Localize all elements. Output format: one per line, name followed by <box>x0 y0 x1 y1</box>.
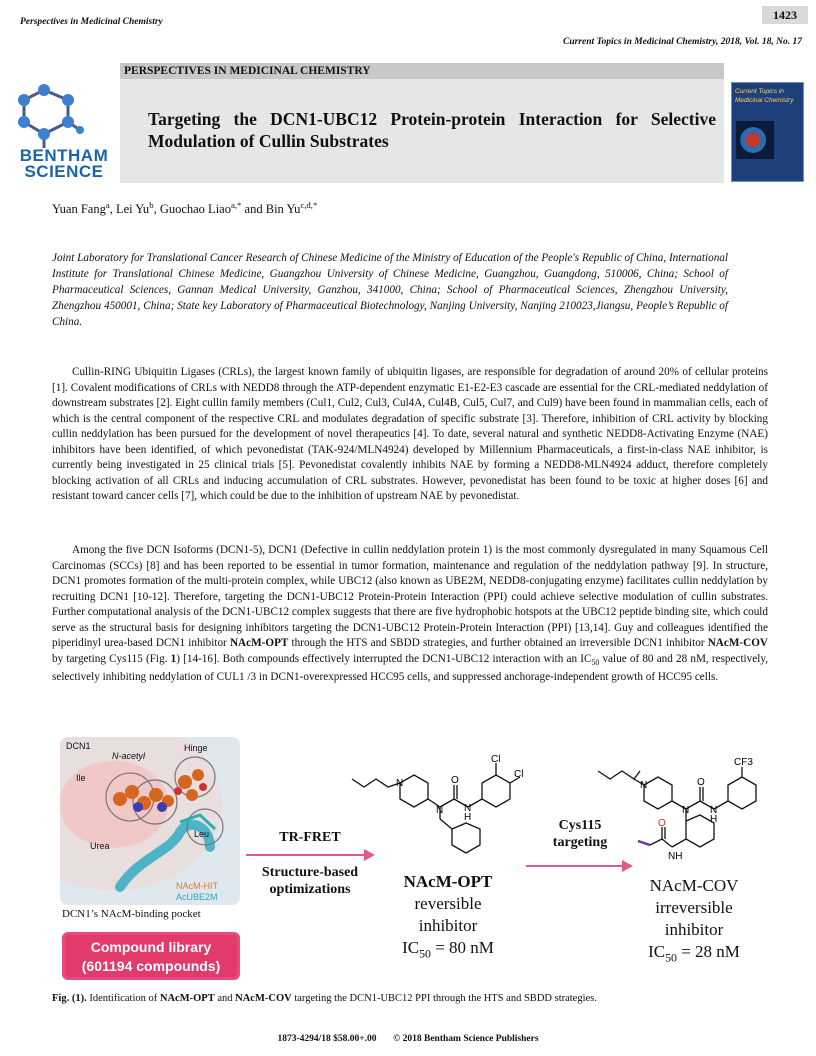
atom-n: N <box>640 780 648 791</box>
author-sup: a,* <box>230 200 242 210</box>
opt-inhibitor: inhibitor <box>418 916 478 935</box>
author-name: Guochao Liao <box>159 202 231 217</box>
protein-structure-illustration <box>60 737 240 905</box>
opt-ic50: $IC_{50} = 80$ nM <box>402 938 494 961</box>
page-number: 1423 <box>762 6 808 24</box>
paragraph-text: value of 80 and 28 nM, respectively, selectively inhibiting neddylation of CUL1 /3 in DCN1-overexpressed HCC95 cells, and suppressed anchorage-independent growth of HCC95 cells. <box>52 652 768 684</box>
label-tr-fret: TR-FRET <box>279 830 341 845</box>
body-paragraph-1: Cullin-RING Ubiquitin Ligases (CRLs), the largest known family of ubiquitin ligases, are responsible for degradation of around 20% of cellular proteins [1]. Covalent modifications of CRLs with NEDD8 through the ATP-dependent enzymatic E1-E2-E3 cascade are essential for the CRL-mediated neddylation of downstream substrates [2]. Eight cullin family members (Cul1, Cul2, Cul3, Cul4A, Cul4B, Cul5, Cul7, and Cul9) have been found in mammalian cells, each of which is the central component of the respective CRL and modulates degradation of specific substrate [3]. Therefore, inhibition of CRL activity by blocking cullin neddylation has been pursued for the development of novel therapeutics [4]. To date, several natural and synthetic NEDD8-Activating Enzyme (NAE) inhibitors have been identified, of which pevonedistat (TAK-924/MLN4924) developed by Millennium Pharmaceuticals, a first-in-class NAE inhibitor, is currently being investigated in 25 clinical trials [5]. Pevonedistat covalently inhibits NAE by forming a NEDD8-MLN4924 adduct, therefore completely blocking activation of all CRLs and inducing accumulation of CRL substrates. However, pevonedistat has been found to be toxic at higher doses [6] and resistant toward cancer cells [7], which could be due to the inhibition of upstream NAE by pevonedistat. <box>52 366 768 502</box>
author-name: Bin Yu <box>265 202 301 217</box>
journal-cover-thumbnail <box>731 82 804 182</box>
author-sup: c,d,* <box>300 200 318 210</box>
label-acube2m: AcUBE2M <box>176 892 218 902</box>
label-nacetyl: N-acetyl <box>112 751 146 761</box>
paragraph-text: ) [14-16]. Both compounds effectively interrupted the DCN1-UBC12 interaction with an IC <box>176 652 592 665</box>
label-leu: Leu <box>194 829 210 839</box>
publisher-logo-text: BENTHAM SCIENCE <box>19 146 109 181</box>
caption-opt: NAcM-OPT <box>159 993 215 1004</box>
cov-compound-block <box>628 875 760 968</box>
atom-h: H <box>710 814 718 825</box>
journal-section-header: Perspectives in Medicinal Chemistry <box>20 17 163 27</box>
caption-cov: NAcM-COV <box>235 993 292 1004</box>
atom-o: O <box>451 775 459 786</box>
issn: 1873-4294/18 $58.00+.00 <box>277 1034 377 1044</box>
label-urea: Urea <box>90 841 110 851</box>
opt-compound-block <box>388 871 508 964</box>
figure-1 <box>52 735 768 985</box>
label-nacm-hit: NAcM-HIT <box>176 881 218 891</box>
article-title: Targeting the DCN1-UBC12 Protein-protein Interaction for Selective Modulation of Cullin Substrates <box>148 109 716 151</box>
opt-name: NAcM-OPT <box>403 872 493 891</box>
atom-n: N <box>682 805 690 816</box>
paragraph-text: Among the five DCN Isoforms (DCN1-5), DCN1 (Defective in cullin neddylation protein 1) is the most commonly dysregulated in many Squamous Cell Carcinomas (SCCs) [8] and has been reported to be essential in tumor formation, maintenance and regulation of the neddylation pathway [9]. In structure, DCN1 promotes formation of the multi-protein complex, while UBC12 (also known as UBE2M, NEDD8-conjugating enzyme) facilitates cullin neddylation by recruiting DCN1 [10-12]. Therefore, targeting the DCN1-UBC12 Protein-Protein Interaction (PPI) could achieve selective modulation of cullin substrates. Further computational analysis of the DCN1-UBC12 complex suggests that there are five hydrophobic hotspots at the UBC12 peptide binding site, which could serve as the structural basis for designing inhibitors targeting the DCN1-UBC12 Protein-Protein Interaction (PPI) [13,14]. Guy and colleagues identified the piperidinyl urea-based DCN1 inhibitor <box>52 544 768 649</box>
body-paragraph-2: Among the five DCN Isoforms (DCN1-5), DCN1 (Defective in cullin neddylation protein 1) is the most commonly dysregulated in many Squamous Cell Carcinomas (SCCs) [8] and has been reported to be essential in tumor formation, maintenance and regulation of the neddylation pathway [9]. In structure, DCN1 promotes formation of the multi-protein complex, while UBC12 (also known as UBE2M, NEDD8-conjugating enzyme) facilitates cullin neddylation by recruiting DCN1 [10-12]. Therefore, targeting the DCN1-UBC12 Protein-Protein Interaction (PPI) could achieve selective modulation of cullin substrates. Further computational analysis of the DCN1-UBC12 complex suggests that there are five hydrophobic hotspots at the UBC12 peptide binding site, which could serve as the structural basis for designing inhibitors targeting the DCN1-UBC12 Protein-Protein Interaction (PPI) [13,14]. Guy and colleagues identified the piperidinyl urea-based DCN1 inhibitor NAcM-OPT through the HTS and SBDD strategies, and further obtained an irreversible DCN1 inhibitor NAcM-COV by targeting Cys115 (Fig. 1) [14-16]. Both compounds effectively interrupted the DCN1-UBC12 interaction with an $IC_{50}$ value of 80 and 28 nM, respectively, selectively inhibiting neddylation of CUL1 /3 in DCN1-overexpressed HCC95 cells, and suppressed anchorage-independent growth of HCC95 cells. <box>52 544 768 684</box>
cov-inhibitor: inhibitor <box>664 920 724 939</box>
copyright: © 2018 Bentham Science Publishers <box>393 1034 539 1044</box>
compound-name-cov: NAcM-COV <box>707 637 768 649</box>
atom-n: N <box>436 805 444 816</box>
pocket-caption: DCN1’s NAcM-binding pocket <box>62 908 201 920</box>
author-sup: b <box>149 200 154 210</box>
atom-cl: Cl <box>491 754 501 765</box>
cys115-line-2: targeting <box>552 835 608 850</box>
library-line-2: (601194 compounds) <box>81 958 221 974</box>
author-sup: a <box>105 200 110 210</box>
cover-title: Current Topics in Medicinal Chemistry <box>735 88 794 104</box>
cov-ic50-value: = 28 nM <box>681 942 740 961</box>
affiliations: Joint Laboratory for Translational Cancer Research of Chinese Medicine of the Ministry of Education of the People's Republic of China, International Institute for Translational Chinese Medicine, Guangzhou University of Chinese Medicine, Guangzhou, Guangdong, 510006, China; School of Pharmaceutical Sciences, Gannan Medical University, Ganzhou, 341000, China; School of Pharmaceutical Sciences, Zhengzhou University, Zhengzhou 450001, China; State key Laboratory of Pharmaceutical Biotechnology, Nanjing University, Nanjing 210023,Jiangsu, People’s Republic of China. <box>52 252 728 328</box>
paragraph-text: by targeting Cys115 (Fig. <box>52 652 171 665</box>
opt-type: reversible <box>414 894 482 913</box>
cover-molecule-image <box>736 121 774 159</box>
cys115-line-1: Cys115 <box>558 818 602 833</box>
atom-n: N <box>710 805 718 816</box>
cov-name: NAcM-COV <box>649 876 739 895</box>
nacm-opt-structure <box>344 753 524 873</box>
opt-ic50-value: = 80 nM <box>435 938 494 957</box>
page-footer <box>0 1034 816 1044</box>
author-name: Yuan Fang <box>52 202 106 217</box>
author-list: Yuan Fang$^a$, Lei Yu$^b$, Guochao Liao$^{a,*}$ and Bin $Yu^{c,d,*}$ <box>52 200 318 217</box>
atom-cl: Cl <box>514 769 524 780</box>
atom-n: N <box>464 803 472 814</box>
nacm-cov-structure <box>592 753 768 873</box>
atom-h: H <box>464 812 472 823</box>
label-dcn1: DCN1 <box>66 741 91 751</box>
title-box <box>120 79 724 183</box>
atom-o: O <box>658 818 666 829</box>
compound-library-box <box>62 932 240 980</box>
compound-name-opt: NAcM-OPT <box>229 637 289 649</box>
label-hinge: Hinge <box>184 743 208 753</box>
library-line-1: Compound library <box>90 939 212 955</box>
paragraph-text: through the HTS and SBDD strategies, and further obtained an irreversible DCN1 inhibitor <box>288 637 708 649</box>
label-ile: Ile <box>76 773 86 783</box>
label-structure-based: Structure-based optimizations <box>261 865 359 897</box>
binding-pocket-image <box>60 737 240 905</box>
journal-citation-header: Current Topics in Medicinal Chemistry, 2018, Vol. 18, No. 17 <box>563 37 802 47</box>
atom-nh: NH <box>668 851 683 862</box>
cov-ic50: $IC_{50} = 28$ nM <box>648 942 740 965</box>
section-banner: PERSPECTIVES IN MEDICINAL CHEMISTRY <box>120 63 724 79</box>
atom-cf3: CF3 <box>734 757 753 768</box>
caption-text: targeting the DCN1-UBC12 PPI through the HTS and SBDD strategies. <box>291 993 597 1004</box>
caption-text: and <box>214 993 236 1004</box>
atom-n: N <box>396 778 404 789</box>
author-name: Lei Yu <box>115 202 150 217</box>
caption-text: Identification of <box>89 993 160 1004</box>
atom-o: O <box>697 777 705 788</box>
caption-label: Fig. (1). <box>52 993 87 1004</box>
cov-type: irreversible <box>655 898 733 917</box>
figure-caption <box>52 993 597 1004</box>
